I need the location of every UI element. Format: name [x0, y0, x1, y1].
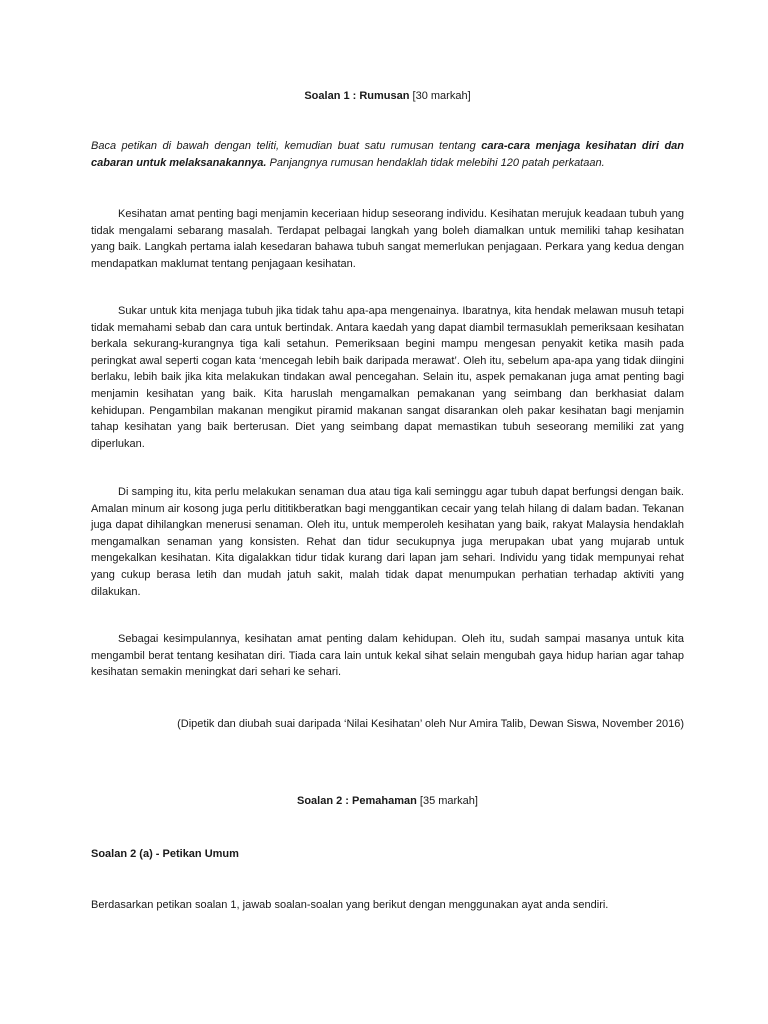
q1-paragraph-2: Sukar untuk kita menjaga tubuh jika tidak tahu apa-apa mengenainya. Ibaratnya, kita hendak melawan musuh tetapi tidak memahami sebab dan cara untuk bertindak. Antara kaedah yang dapat diambil termasuklah pemeriksaan kesihatan berkala sekurang-kurangnya tiga kali setahun. Pemeriksaan begini mampu mengesan penyakit ketika masih pada peringkat awal seperti cogan kata ‘mencegah lebih baik daripada merawat’. Oleh itu, sebelum apa-apa yang tidak diingini berlaku, lebih baik jika kita melakukan tindakan awal pencegahan. Selain itu, aspek pemakanan juga amat penting bagi menjamin kesihatan yang baik. Kita haruslah mengamalkan pemakanan yang seimbang dan berkhasiat dalam kehidupan. Pengambilan makanan mengikut piramid makanan sangat disarankan oleh pakar kesihatan bagi menjamin tahap kesihatan yang baik berterusan. Diet yang seimbang dapat memastikan tubuh seseorang memiliki zat yang diperlukan.	[91, 305, 684, 450]
q1-paragraph-1: Kesihatan amat penting bagi menjamin keceriaan hidup seseorang individu. Kesihatan merujuk keadaan tubuh yang tidak mengalami sebarang masalah. Terdapat pelbagai langkah yang boleh diamalkan untuk memiliki tahap kesihatan yang baik. Langkah pertama ialah kesedaran bahawa tubuh sangat memerlukan penjagaan. Perkara yang kedua dengan mendapatkan maklumat tentang penjagaan kesihatan.	[91, 208, 684, 270]
q2-marks: [35 markah]	[419, 795, 478, 807]
q2-title: Soalan 2 : Pemahaman	[297, 795, 417, 807]
q1-instruction	[91, 138, 684, 172]
q2-instruction: Berdasarkan petikan soalan 1, jawab soalan-soalan yang berikut dengan menggunakan ayat anda sendiri.	[91, 899, 609, 911]
q1-instruction-part1: Baca petikan di bawah dengan teliti, kemudian buat satu rumusan tentang	[91, 140, 482, 152]
q2-heading	[91, 793, 684, 809]
q1-instruction-emphasis: cara-cara menjaga kesihatan diri dan cabaran untuk melaksanakannya.	[91, 140, 685, 169]
q1-paragraph-3: Di samping itu, kita perlu melakukan senaman dua atau tiga kali seminggu agar tubuh dapat berfungsi dengan baik. Amalan minum air kosong juga perlu dititikberatkan bagi menggantikan cecair yang telah hilang di dalam badan. Tekanan juga dapat dihilangkan menerusi senaman. Oleh itu, untuk memperoleh kesihatan yang baik, rakyat Malaysia hendaklah mengamalkan senaman yang konsisten. Rehat dan tidur secukupnya juga merupakan ubat yang mujarab untuk mengekalkan kesihatan. Kita digalakkan tidur tidak kurang dari lapan jam sehari. Individu yang tidak mempunyai rehat yang cukup berasa letih dan mudah jatuh sakit, malah tidak dapat menumpukan perhatian terhadap aktiviti yang dilakukan.	[91, 486, 684, 598]
q1-marks: [30 markah]	[412, 90, 471, 102]
q1-instruction-part2: Panjangnya rumusan hendaklah tidak melebihi 120 patah perkataan.	[266, 157, 605, 169]
q1-heading	[91, 88, 684, 104]
q2a-subtitle: Soalan 2 (a) - Petikan Umum	[91, 848, 239, 860]
q1-title: Soalan 1 : Rumusan	[304, 90, 410, 102]
q1-source-citation: (Dipetik dan diubah suai daripada ‘Nilai Kesihatan’ oleh Nur Amira Talib, Dewan Siswa, November 2016)	[177, 718, 684, 730]
q1-paragraph-4: Sebagai kesimpulannya, kesihatan amat penting dalam kehidupan. Oleh itu, sudah sampai masanya untuk kita mengambil berat tentang kesihatan diri. Tiada cara lain untuk kekal sihat selain mengubah gaya hidup harian agar tahap kesihatan semakin meningkat dari sehari ke sehari.	[91, 633, 684, 679]
